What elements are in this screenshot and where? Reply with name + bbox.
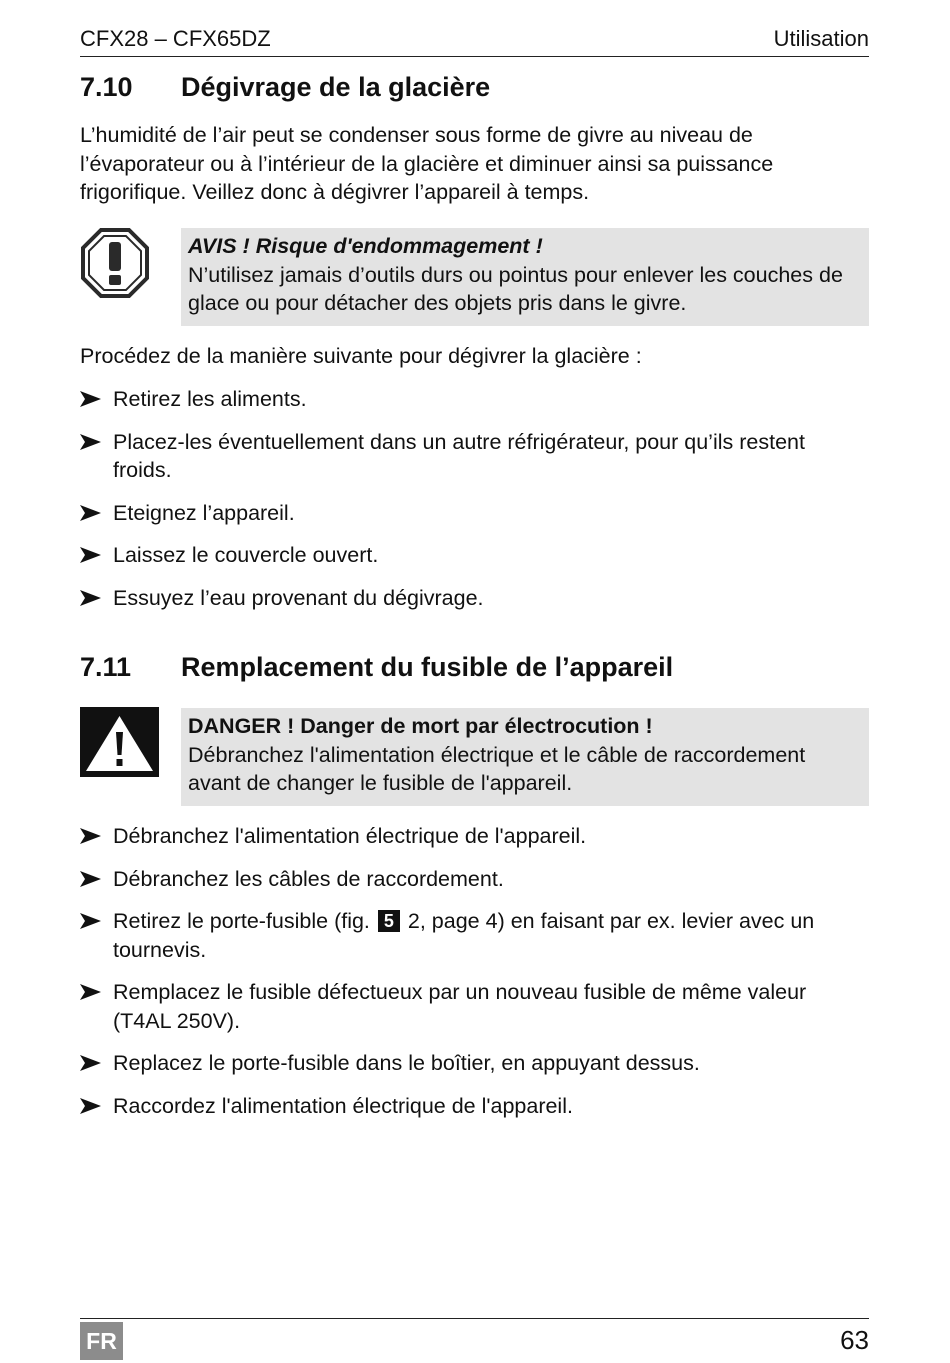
notice-box: [181, 228, 869, 326]
header-model: CFX28 – CFX65DZ: [80, 26, 271, 51]
page-footer: [80, 1318, 869, 1363]
list-item: Placez-les éventuellement dans un autre réfrigérateur, pour qu’ils restent froids.: [80, 428, 869, 485]
section-number: 7.11: [80, 652, 132, 682]
section-7-11-title: [80, 652, 673, 683]
notice-title: AVIS ! Risque d'endommagement !: [188, 234, 543, 258]
list-item: Retirez le porte-fusible (fig. 5 2, page 4) en faisant par ex. levier avec un tournevis.: [80, 907, 869, 964]
list-item: Débranchez les câbles de raccordement.: [80, 865, 869, 894]
arrow-bullet-icon: [80, 913, 101, 929]
danger-box: [181, 708, 869, 806]
language-badge: FR: [80, 1322, 123, 1360]
section-7-10-intro: L’humidité de l’air peut se condenser sous forme de givre au niveau de l’évaporateur ou à l’intérieur de la glacière et diminuer ainsi sa puissance frigorifique. Veillez donc à dégivrer l’appareil à temps.: [80, 123, 774, 204]
list-item: Laissez le couvercle ouvert.: [80, 541, 869, 570]
list-item: Débranchez l'alimentation électrique de l'appareil.: [80, 822, 869, 851]
list-item: Raccordez l'alimentation électrique de l'appareil.: [80, 1092, 869, 1121]
list-item: Remplacez le fusible défectueux par un nouveau fusible de même valeur (T4AL 250V).: [80, 978, 869, 1035]
list-item: Eteignez l’appareil.: [80, 499, 869, 528]
danger-title: DANGER ! Danger de mort par électrocution !: [188, 714, 653, 738]
notice-octagon-icon: [80, 227, 150, 299]
arrow-bullet-icon: [80, 590, 101, 606]
danger-triangle-icon: [80, 707, 159, 777]
arrow-bullet-icon: [80, 1098, 101, 1114]
arrow-bullet-icon: [80, 984, 101, 1000]
section-heading: Dégivrage de la glacière: [181, 72, 491, 102]
figure-reference: 5: [378, 910, 400, 932]
arrow-bullet-icon: [80, 1055, 101, 1071]
notice-text: N’utilisez jamais d’outils durs ou pointus pour enlever les couches de glace ou pour détacher des objets pris dans le givre.: [188, 262, 843, 315]
arrow-bullet-icon: [80, 391, 101, 407]
header-section: Utilisation: [773, 26, 869, 51]
page-number: 63: [840, 1325, 869, 1355]
procedure-intro: Procédez de la manière suivante pour dégivrer la glacière :: [80, 344, 642, 368]
list-item: Replacez le porte-fusible dans le boîtier, en appuyant dessus.: [80, 1049, 869, 1078]
list-item: Essuyez l’eau provenant du dégivrage.: [80, 584, 869, 613]
arrow-bullet-icon: [80, 871, 101, 887]
arrow-bullet-icon: [80, 828, 101, 844]
section-7-10-steps: [80, 385, 869, 626]
section-7-11-steps: [80, 822, 869, 1134]
arrow-bullet-icon: [80, 547, 101, 563]
list-item: Retirez les aliments.: [80, 385, 869, 414]
page-header: [80, 24, 869, 57]
section-7-10-title: [80, 72, 490, 103]
danger-text: Débranchez l'alimentation électrique et le câble de raccordement avant de changer le fusible de l'appareil.: [188, 742, 806, 795]
arrow-bullet-icon: [80, 434, 101, 450]
arrow-bullet-icon: [80, 505, 101, 521]
section-heading: Remplacement du fusible de l’appareil: [181, 652, 674, 682]
section-number: 7.10: [80, 72, 133, 102]
